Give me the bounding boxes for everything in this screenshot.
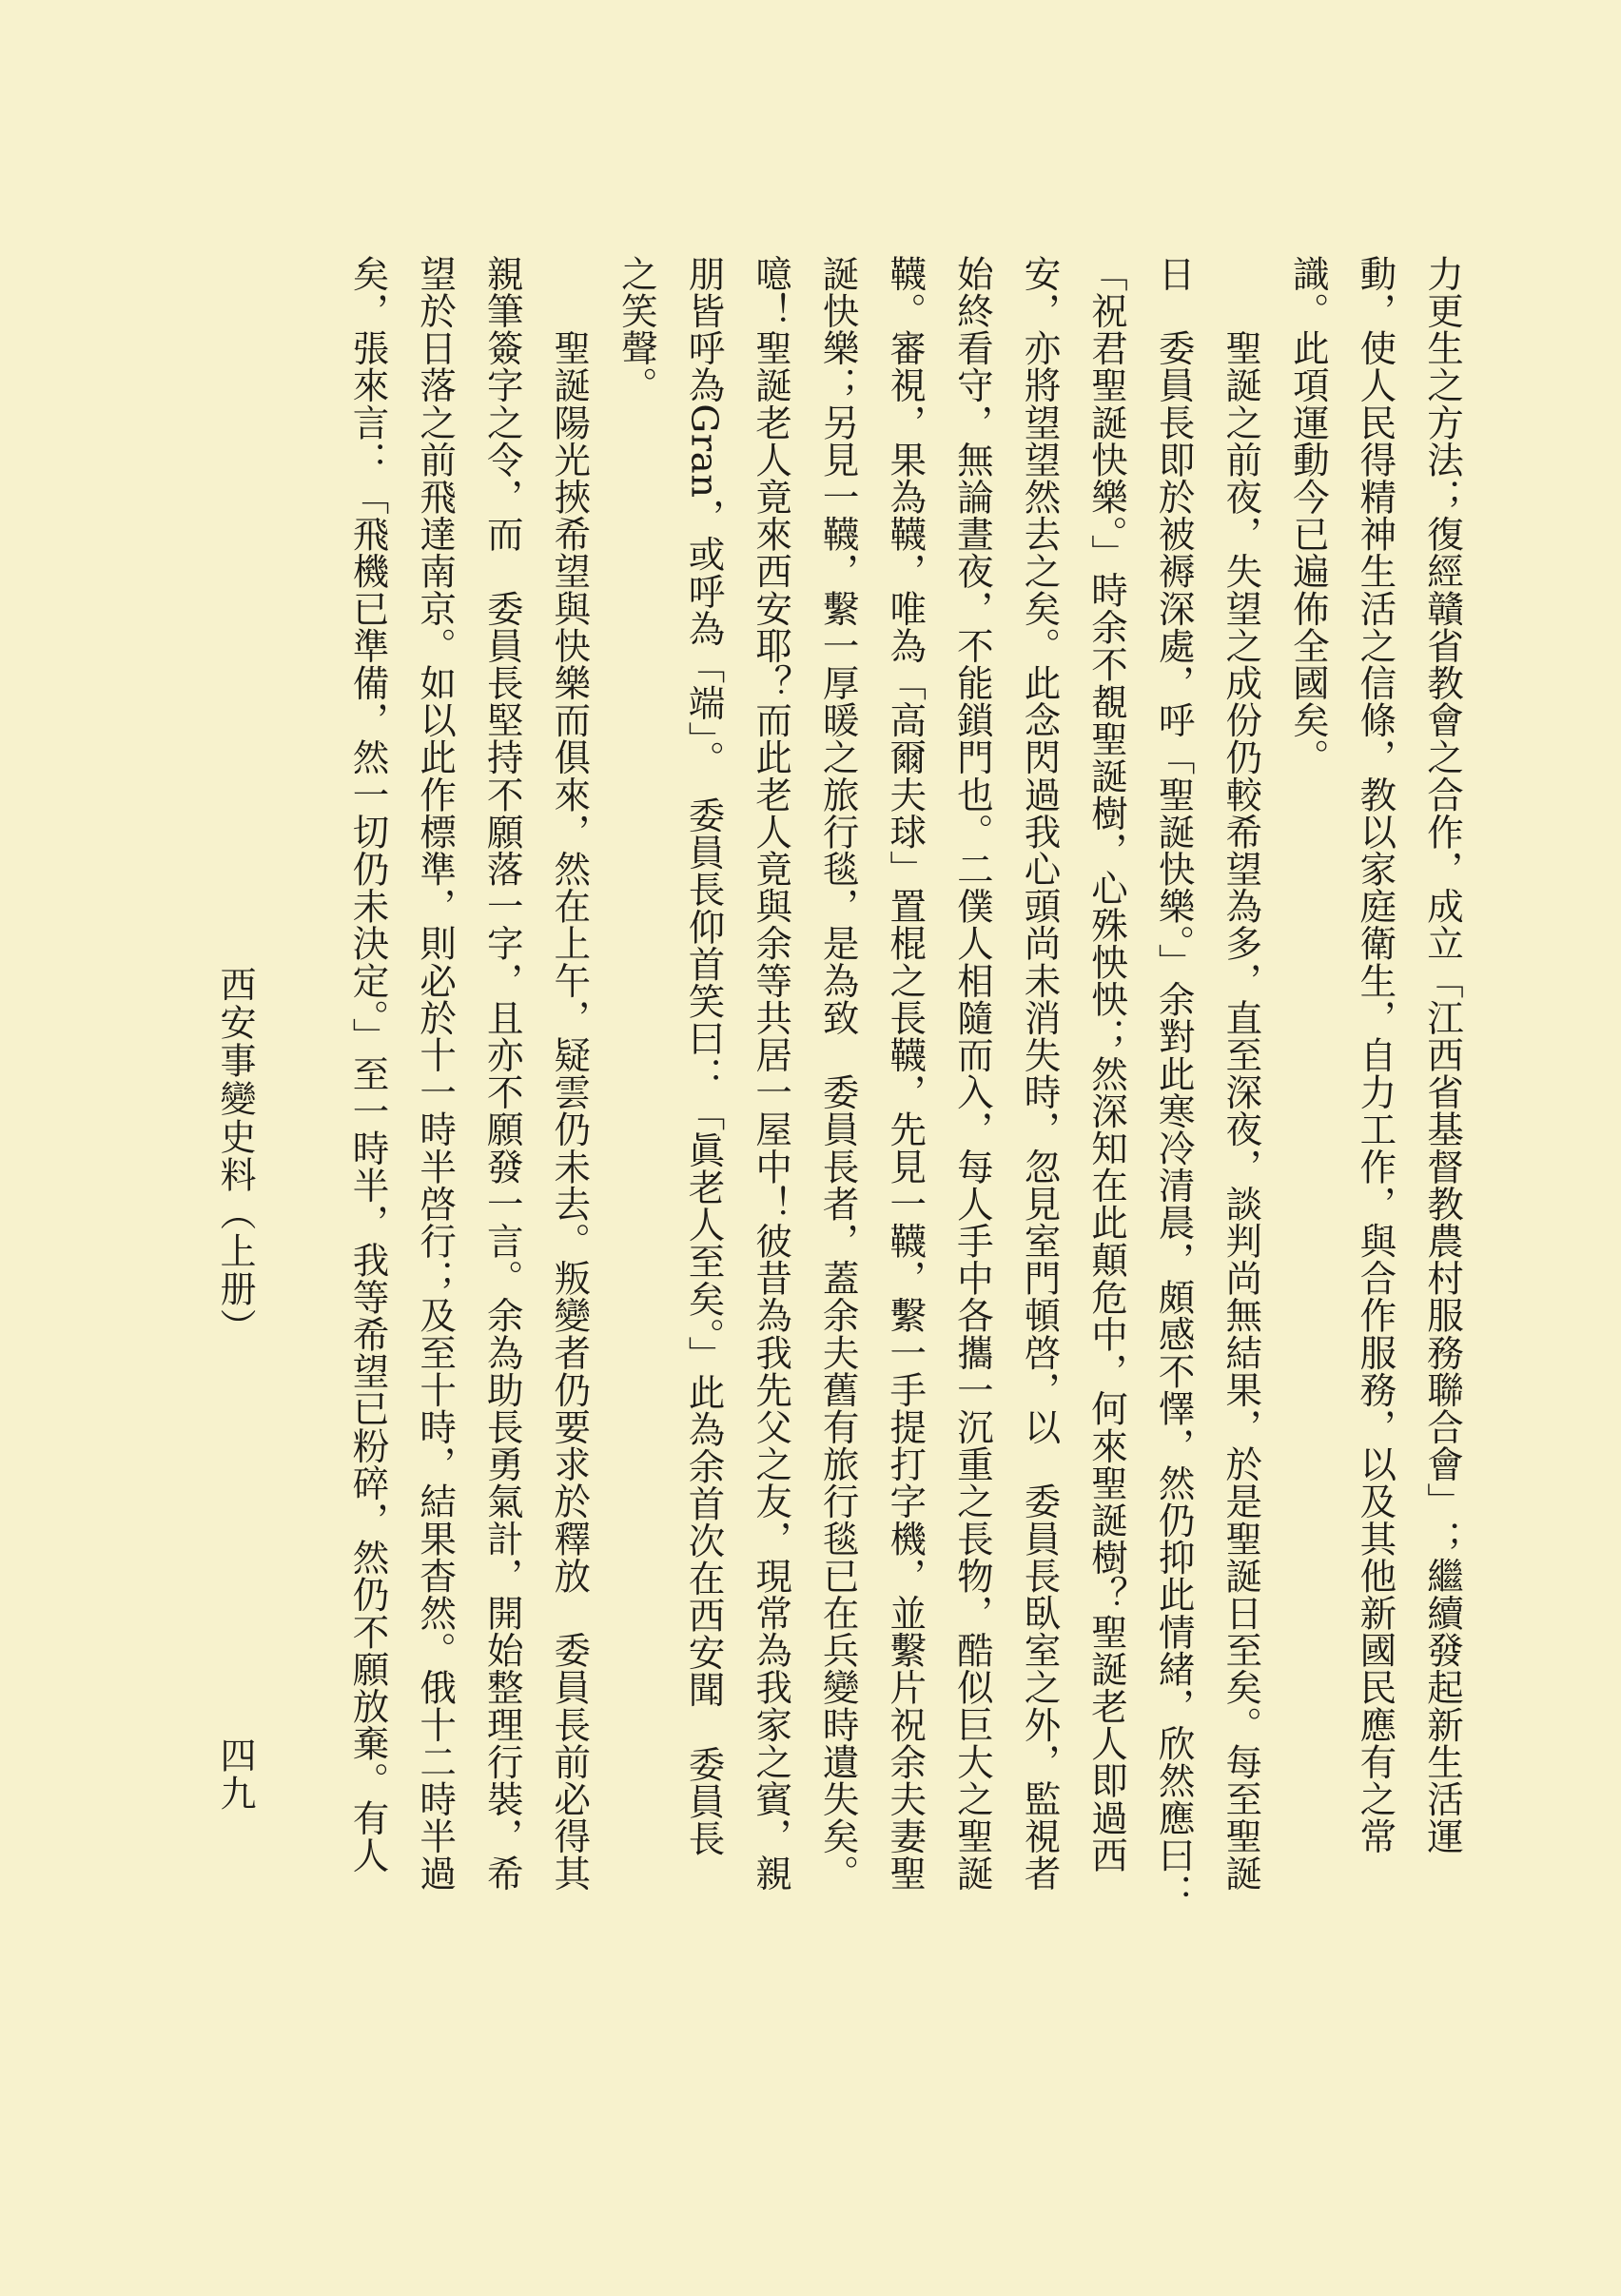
- text-column: 「祝君聖誕快樂。」時余不覩聖誕樹，心殊怏怏；然深知在此顛危中，何來聖誕樹？聖誕老人即過西: [1085, 255, 1129, 1874]
- running-footer-book-title: 西安事變史料（上册）: [214, 966, 256, 1346]
- text-column: 矣，張來言：「飛機已準備，然一切仍未決定。」至一時半，我等希望已粉碎，然仍不願放棄。有人: [346, 255, 390, 1874]
- text-column: 之笑聲。: [615, 255, 658, 404]
- body-text: [334, 255, 1475, 1912]
- text-column: 誕快樂；另見一韈，繫一厚暖之旅行毯，是為致 委員長者，蓋余夫舊有旅行毯已在兵變時遺失矣。: [816, 255, 860, 1893]
- text-column: 噫！聖誕老人竟來西安耶？而此老人竟與余等共居一屋中！彼昔為我先父之友，現常為我家之賓，親: [750, 255, 793, 1893]
- text-column: 日 委員長即於被褥深處，呼「聖誕快樂。」余對此寒冷清晨，頗感不懌，然仍抑此情緒，欣然應曰：: [1152, 255, 1196, 1912]
- page-number: 四九: [214, 1737, 256, 1813]
- text-column: 朋皆呼為Gran，或呼為「端」。 委員長仰首笑曰：「眞老人至矣。」此為余首次在西安聞 委員長: [682, 255, 726, 1857]
- text-column: 始終看守，無論晝夜，不能鎖門也。二僕人相隨而入，每人手中各攜一沉重之長物，酷似巨大之聖誕: [950, 255, 994, 1893]
- text-column: 安，亦將望望然去之矣。此念閃過我心頭尚未消失時，忽見室門頓啓，以 委員長臥室之外，監視者: [1018, 255, 1062, 1893]
- text-column: 望於日落之前飛達南京。如以此作標準，則必於十一時半啓行；及至十時，結果杳然。俄十二時半過: [414, 255, 458, 1893]
- text-column: 聖誕陽光挾希望與快樂而俱來，然在上午，疑雲仍未去。叛變者仍要求於釋放 委員長前必得其: [548, 255, 592, 1893]
- text-column: 聖誕之前夜，失望之成份仍較希望為多，直至深夜，談判尚無結果，於是聖誕日至矣。每至聖誕: [1220, 255, 1263, 1893]
- text-column: 力更生之方法；復經贛省教會之合作，成立「江西省基督教農村服務聯合會」；繼續發起新生活運: [1421, 255, 1464, 1855]
- text-column: 韈。審視，果為韈，唯為「高爾夫球」置棍之長韈，先見一韈，繫一手提打字機，並繫片祝余夫妻聖: [884, 255, 928, 1893]
- text-column: 動，使人民得精神生活之信條，教以家庭衛生，自力工作，與合作服務，以及其他新國民應有之常: [1354, 255, 1397, 1855]
- text-column: 識。此項運動今已遍佈全國矣。: [1286, 255, 1330, 776]
- text-column: 親筆簽字之令，而 委員長堅持不願落一字，且亦不願發一言。余為助長勇氣計，開始整理行裝，希: [480, 255, 524, 1893]
